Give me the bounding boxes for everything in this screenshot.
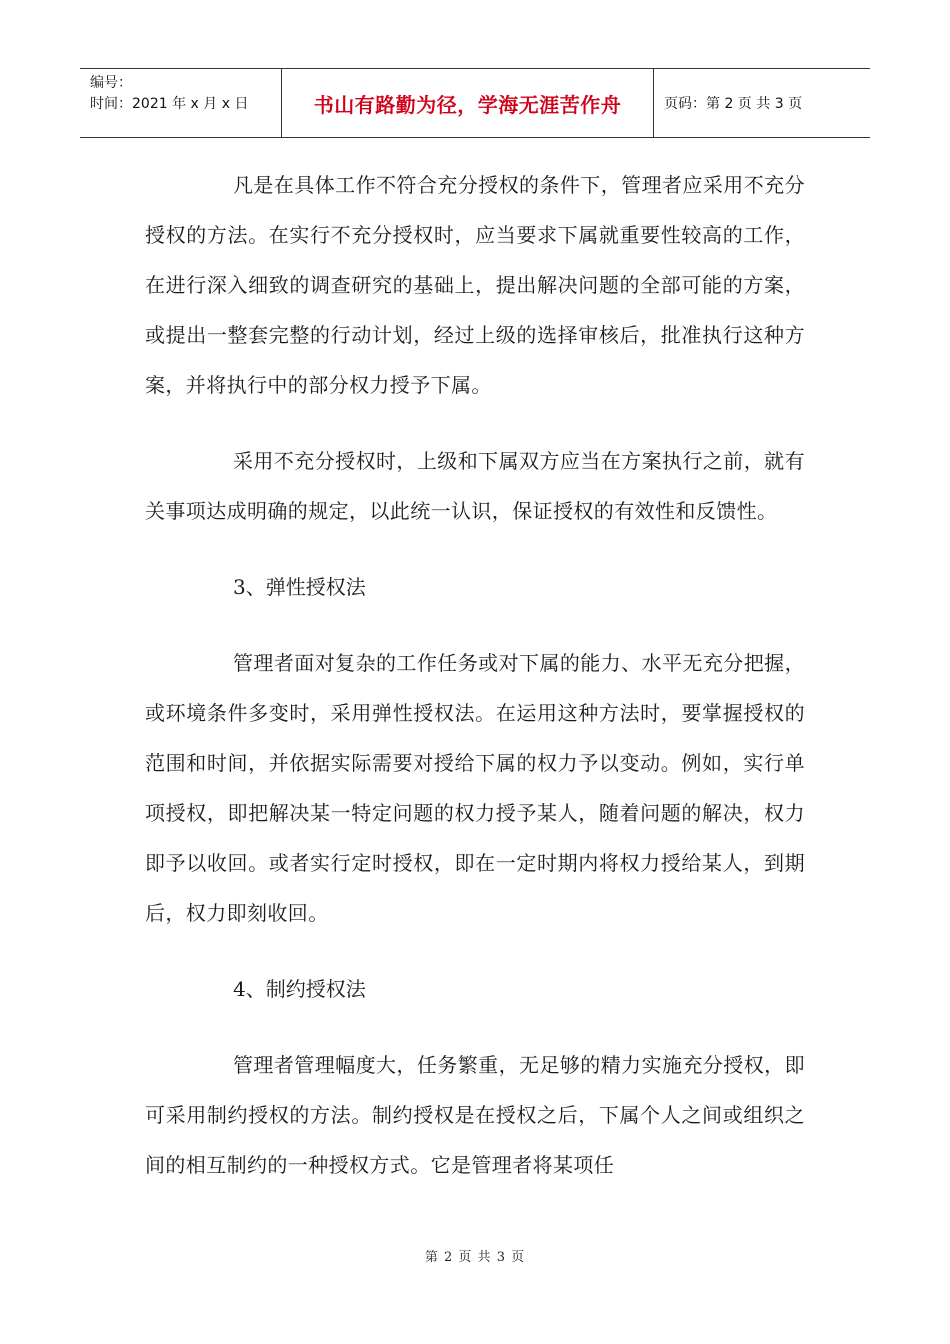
document-body	[145, 160, 805, 1216]
motto-text: 书山有路勤为径，学海无涯苦作舟	[313, 92, 622, 117]
header-page-info	[654, 69, 870, 137]
header-meta	[80, 69, 282, 137]
section-heading: 3、弹性授权法	[233, 575, 366, 599]
page-header	[80, 68, 870, 138]
body-paragraph: 采用不充分授权时，上级和下属双方应当在方案执行之前，就有关事项达成明确的规定，以此统一认识，保证授权的有效性和反馈性。	[145, 449, 805, 523]
body-paragraph: 管理者面对复杂的工作任务或对下属的能力、水平无充分把握，或环境条件多变时，采用弹性授权法。在运用这种方法时，要掌握授权的范围和时间，并依据实际需要对授给下属的权力予以变动。例如，实行单项授权，即把解决某一特定问题的权力授予某人，随着问题的解决，权力即予以收回。或者实行定时授权，即在一定时期内将权力授给某人，到期后，权力即刻收回。	[145, 651, 805, 925]
header-motto	[282, 69, 654, 137]
document-date: 时间：2021 年 x 月 x 日	[90, 96, 249, 112]
page-info-text: 页码：第 2 页 共 3 页	[664, 96, 803, 112]
section-heading: 4、制约授权法	[233, 977, 366, 1001]
page-footer	[0, 1246, 950, 1265]
body-paragraph: 管理者管理幅度大，任务繁重，无足够的精力实施充分授权，即可采用制约授权的方法。制约授权是在授权之后，下属个人之间或组织之间的相互制约的一种授权方式。它是管理者将某项任	[145, 1053, 805, 1177]
footer-page-number: 第 2 页 共 3 页	[424, 1250, 526, 1265]
body-paragraph: 凡是在具体工作不符合充分授权的条件下，管理者应采用不充分授权的方法。在实行不充分授权时，应当要求下属就重要性较高的工作，在进行深入细致的调查研究的基础上，提出解决问题的全部可能的方案，或提出一整套完整的行动计划，经过上级的选择审核后，批准执行这种方案，并将执行中的部分权力授予下属。	[145, 173, 805, 397]
document-number-label: 编号：	[90, 75, 132, 91]
